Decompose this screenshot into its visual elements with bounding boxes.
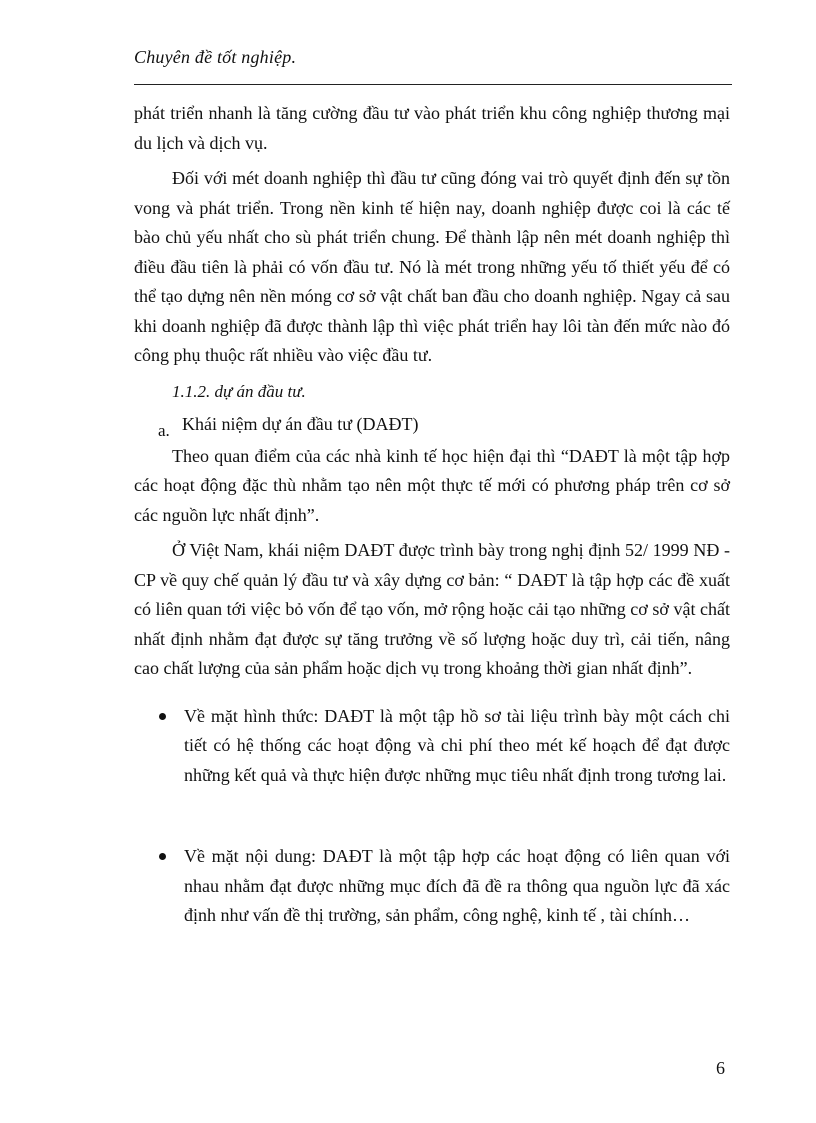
bullet-item-content bbox=[134, 842, 730, 931]
paragraph-enterprise-investment: Đối với mét doanh nghiệp thì đầu tư cũng đóng vai trò quyết định đến sự tồn vong và phát triển. Trong nền kinh tế hiện nay, doanh nghiệp được coi là các tế bào chủ yếu nhất cho sù phát triển chung. Để thành lập nên mét doanh nghiệp thì điều đầu tiên là phải có vốn đầu tư. Nó là mét trong những yếu tố thiết yếu để có thể tạo dựng nên nền móng cơ sở vật chất ban đầu cho doanh nghiệp. Ngay cả sau khi doanh nghiệp đã được thành lập thì việc phát triển hay lôi tàn đến mức nào đó công phụ thuộc rất nhiều vào việc đầu tư. bbox=[134, 168, 730, 365]
header-title: Chuyên đề tốt nghiệp. bbox=[134, 47, 297, 67]
bullet-spacer bbox=[134, 790, 730, 842]
paragraph-continuation: phát triển nhanh là tăng cường đầu tư vào phát triển khu công nghiệp thương mại du lịch và dịch vụ. bbox=[134, 103, 730, 153]
page-number: 6 bbox=[716, 1058, 725, 1078]
paragraph-definition: Theo quan điểm của các nhà kinh tế học hiện đại thì “DAĐT là một tập hợp các hoạt động đặc thù nhằm tạo nên một thực tế mới có phương pháp trên cơ sở các nguồn lực nhất định”. bbox=[134, 445, 730, 525]
bullet-icon bbox=[159, 853, 166, 860]
lettered-item bbox=[158, 410, 730, 440]
paragraph-vietnam-definition: Ở Việt Nam, khái niệm DAĐT được trình bày trong nghị định 52/ 1999 NĐ - CP về quy chế quản lý đầu tư và xây dựng cơ bản: “ DAĐT là tập hợp các đề xuất có liên quan tới việc bỏ vốn để tạo vốn, mở rộng hoặc cải tạo những cơ sở vật chất nhất định nhằm đạt được sự tăng trưởng về số lượng hoặc duy trì, cải tiến, nâng cao chất lượng của sản phẩm hoặc dịch vụ trong khoảng thời gian nhất định”. bbox=[134, 540, 730, 678]
item-heading: Khái niệm dự án đầu tư (DAĐT) bbox=[182, 414, 419, 434]
section-subheading: 1.1.2. dự án đầu tư. bbox=[172, 381, 306, 401]
item-marker: a. bbox=[158, 421, 170, 440]
header-divider bbox=[134, 84, 732, 85]
bullet-icon bbox=[159, 713, 166, 720]
bullet-text: Về mặt nội dung: DAĐT là một tập hợp các hoạt động có liên quan với nhau nhằm đạt được những mục đích đã đề ra thông qua nguồn lực đã xác định như vấn đề thị trường, sản phẩm, công nghệ, kinh tế , tài chính… bbox=[184, 846, 730, 925]
document-body bbox=[134, 99, 730, 931]
bullet-list bbox=[134, 702, 730, 931]
bullet-text: Về mặt hình thức: DAĐT là một tập hồ sơ tài liệu trình bày một cách chi tiết có hệ thống các hoạt động và chi phí theo mét kế hoạch để đạt được những kết quả và thực hiện được những mục tiêu nhất định trong tương lai. bbox=[184, 705, 730, 785]
bullet-item-form bbox=[134, 702, 730, 791]
